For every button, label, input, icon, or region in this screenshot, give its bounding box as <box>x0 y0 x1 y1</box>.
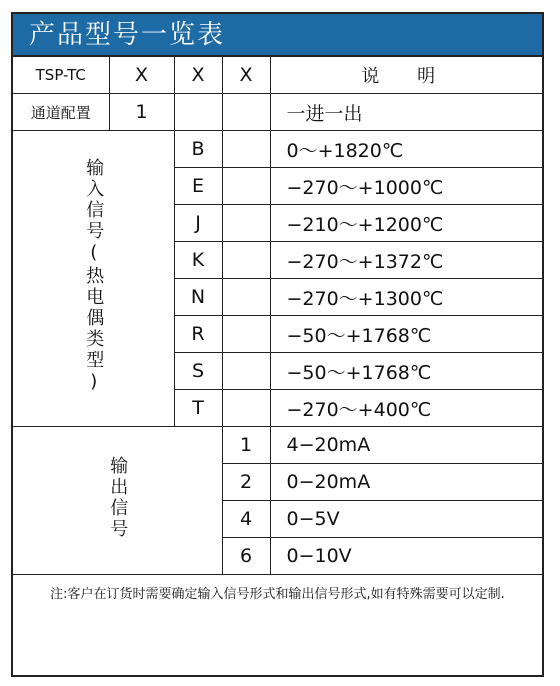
input-code: S <box>174 353 222 390</box>
header-row <box>13 57 542 94</box>
empty-cell <box>222 279 270 316</box>
empty-cell <box>222 242 270 279</box>
empty-cell <box>222 353 270 390</box>
input-range: 0～+1820℃ <box>270 131 542 168</box>
input-range: −50～+1768℃ <box>270 353 542 390</box>
input-range: −270～+400℃ <box>270 390 542 427</box>
channel-label: 通道配置 <box>13 94 109 131</box>
input-label-cell <box>13 131 174 427</box>
input-code: R <box>174 316 222 353</box>
model-cell: TSP-TC <box>13 57 109 94</box>
input-range: −270～+1000℃ <box>270 168 542 205</box>
note-row <box>13 575 542 610</box>
input-code: B <box>174 131 222 168</box>
input-label: 输入信号(热电偶类型) <box>83 157 105 395</box>
model-table <box>11 57 544 677</box>
empty-cell <box>174 94 222 131</box>
title-bar <box>11 12 544 57</box>
input-range: −270～+1372℃ <box>270 242 542 279</box>
description-header: 说 明 <box>270 57 542 94</box>
input-code: N <box>174 279 222 316</box>
note-text: 注:客户在订货时需要确定输入信号形式和输出信号形式,如有特殊需要可以定制. <box>13 575 542 610</box>
x1-cell: X <box>109 57 174 94</box>
channel-code: 1 <box>109 94 174 131</box>
output-code: 6 <box>222 538 270 575</box>
output-code: 1 <box>222 427 270 464</box>
empty-cell <box>222 168 270 205</box>
spec-table <box>13 57 542 609</box>
output-label-cell <box>13 427 222 575</box>
empty-cell <box>222 205 270 242</box>
empty-cell <box>222 94 270 131</box>
output-range: 0−5V <box>270 501 542 538</box>
empty-cell <box>222 131 270 168</box>
input-code: E <box>174 168 222 205</box>
output-range: 4−20mA <box>270 427 542 464</box>
output-range: 0−10V <box>270 538 542 575</box>
channel-description: 一进一出 <box>270 94 542 131</box>
empty-cell <box>222 316 270 353</box>
input-code: J <box>174 205 222 242</box>
channel-row <box>13 94 542 131</box>
output-code: 2 <box>222 464 270 501</box>
input-row <box>13 131 542 168</box>
empty-cell <box>222 390 270 427</box>
input-code: T <box>174 390 222 427</box>
x3-cell: X <box>222 57 270 94</box>
output-code: 4 <box>222 501 270 538</box>
x2-cell: X <box>174 57 222 94</box>
input-code: K <box>174 242 222 279</box>
input-range: −50～+1768℃ <box>270 316 542 353</box>
output-range: 0−20mA <box>270 464 542 501</box>
output-label: 输出信号 <box>107 456 129 540</box>
page-title: 产品型号一览表 <box>29 20 226 50</box>
input-range: −270～+1300℃ <box>270 279 542 316</box>
output-row <box>13 427 542 464</box>
input-range: −210～+1200℃ <box>270 205 542 242</box>
